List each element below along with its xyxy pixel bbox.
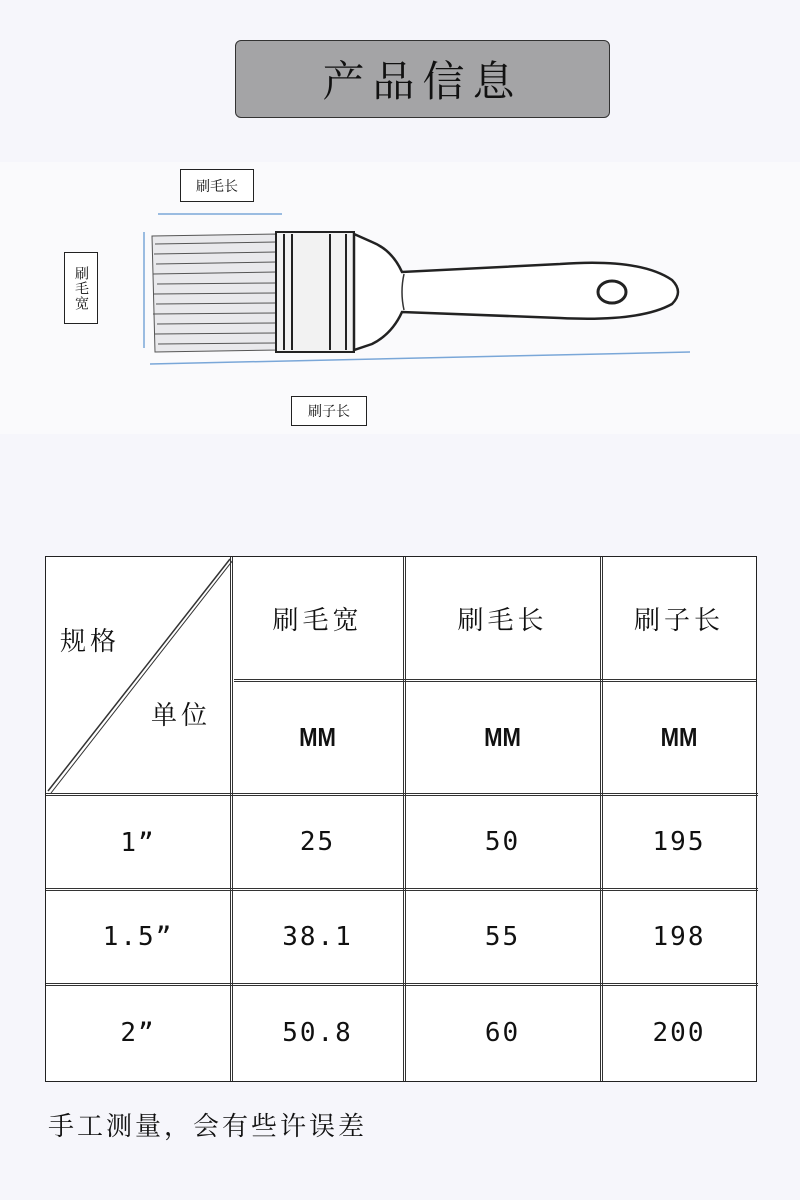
- ferrule: [276, 232, 354, 352]
- row-1-spec: 1”: [120, 827, 156, 858]
- bristle-width-label: 刷毛宽: [64, 252, 98, 324]
- unit-bristle-width: MM: [299, 721, 336, 752]
- corner-diagonal: [46, 557, 232, 793]
- page-title-box: [235, 40, 610, 118]
- row-2-spec: 1.5”: [102, 921, 174, 952]
- header-bristle-length: 刷毛长: [457, 605, 548, 636]
- brush-diagram: [0, 162, 800, 434]
- header-bristle-width: 刷毛宽: [272, 605, 363, 636]
- row-1-bristle-width: 25: [299, 826, 336, 857]
- row-1-bristle-length: 50: [484, 826, 521, 857]
- header-brush-length: 刷子长: [633, 605, 724, 636]
- paintbrush-illustration: [0, 162, 800, 434]
- brush-length-line: [150, 352, 690, 364]
- unit-bristle-length: MM: [484, 721, 521, 752]
- row-3-spec: 2”: [120, 1018, 156, 1048]
- bristle-length-label: 刷毛长: [180, 169, 254, 202]
- hang-hole: [598, 281, 626, 303]
- row-2-bristle-width: 38.1: [282, 921, 353, 952]
- spec-table: [45, 556, 757, 1082]
- row-2-brush-length: 198: [652, 921, 706, 952]
- bristles: [152, 234, 278, 352]
- corner-unit-label: 单位: [150, 700, 211, 731]
- measurement-note: 手工测量，会有些许误差: [48, 1112, 368, 1142]
- page-title: 产品信息: [322, 57, 523, 106]
- row-1-brush-length: 195: [652, 826, 706, 857]
- brush-length-label: 刷子长: [291, 396, 367, 426]
- unit-brush-length: MM: [660, 721, 698, 752]
- row-2-bristle-length: 55: [484, 921, 521, 952]
- row-3-bristle-length: 60: [484, 1018, 521, 1048]
- row-3-bristle-width: 50.8: [282, 1018, 353, 1048]
- row-3-brush-length: 200: [652, 1018, 706, 1048]
- corner-spec-label: 规格: [60, 626, 121, 657]
